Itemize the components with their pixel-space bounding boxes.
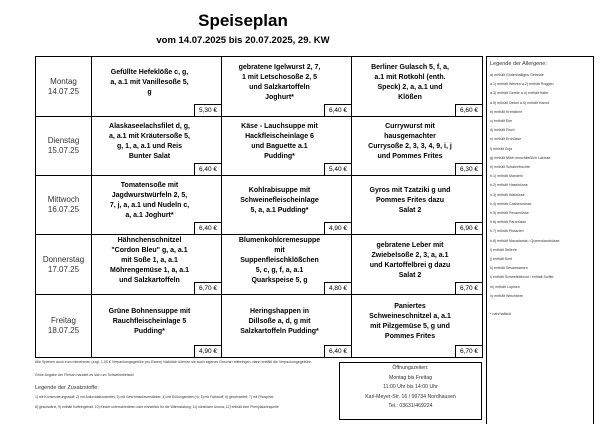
dish-description: Berliner Gulasch 5, f, a, a.1 mit Rotkohl (enth. Speck) 2, a, a.1 und Klößen xyxy=(371,63,449,101)
dish-price: 4,90 € xyxy=(194,345,221,357)
dish-price: 5,30 € xyxy=(194,104,221,116)
phone-number: Tel.: 03631/469224 xyxy=(388,403,433,409)
allergen-legend xyxy=(486,56,594,424)
dish-description: gebratene Igelwurst 2, 7, 1 mit Letschosoße 2, 5 und Salzkartoffeln Joghurt* xyxy=(238,63,321,101)
page-title: Speiseplan xyxy=(198,11,288,30)
day-date: 16.07.25 xyxy=(47,205,80,214)
dish-description: Gefüllte Hefeklöße c, g, a, a.1 mit Vanillesoße 5, g xyxy=(110,68,189,96)
address: Karl-Meyer-Str. 16 / 99734 Nordhausen xyxy=(365,393,456,400)
day-date: 17.07.25 xyxy=(47,264,80,274)
menu-dish-cell xyxy=(92,176,222,235)
day-date: 14.07.25 xyxy=(47,86,80,96)
additives-legend-line: 8) geschwärzt; 9) enthält Koffeingehalt; 10) Kinder unterschiedeten oder einheitlich für die Wärmstatung; 11) künstliche Aroma; 12) enthält eine Phenylalaninquelle xyxy=(35,405,279,409)
additives-legend-title: Legende der Zusatzstoffe: xyxy=(35,385,99,391)
opening-hours-title: Öffnungszeiten: xyxy=(392,365,429,371)
allergen-item: a.1) enthält Weizen a.2) enthält Roggen xyxy=(490,82,554,87)
menu-dish-cell xyxy=(92,235,222,295)
dish-price: 6,70 € xyxy=(455,282,482,294)
menu-dish-cell xyxy=(92,117,222,176)
allergen-item: h.5) enthält Pecannüsse xyxy=(490,211,529,216)
allergen-item: l) enthält Schwefeldioxid / enthält Sulfite xyxy=(490,275,554,280)
menu-dish-cell xyxy=(222,295,352,357)
allergen-item: k) enthält Sesamsamen xyxy=(490,266,528,271)
dish-price: 6,70 € xyxy=(194,282,221,294)
allergen-item: h.8) enthält Macadamia / Queenslandnüsse xyxy=(490,238,560,243)
allergen-item: h.2) enthält Haselnüsse xyxy=(490,183,528,188)
opening-hours-days: Montag bis Freitag xyxy=(389,374,432,381)
menu-dish-cell xyxy=(92,295,222,357)
allergen-item: c) enthält Eier xyxy=(490,119,513,124)
menu-dish-cell xyxy=(352,235,482,295)
dish-price: 6,40 € xyxy=(324,345,351,357)
allergen-item: d) enthält Fisch xyxy=(490,128,515,133)
menu-dish-cell xyxy=(352,57,482,117)
page-subtitle: vom 14.07.2025 bis 20.07.2025, 29. KW xyxy=(156,35,330,46)
allergen-item: f) enthält Soja xyxy=(490,146,513,151)
dish-description: Alaskaseelachsfilet d, g, a, a.1 mit Kräutersoße 5, g, 1, a, a.1 und Reis Bunter Salat xyxy=(109,123,190,160)
allergen-item: b) enthält Krebstiere xyxy=(490,109,523,114)
day-name: Montag xyxy=(50,76,77,86)
dish-description: Currywurst mit hausgemachter Currysoße 2, 3, 3, 4, 9, i, j und Pommes Frites xyxy=(368,123,452,160)
day-cell xyxy=(36,57,92,117)
dish-description: Grüne Bohnensuppe mit Rauchfleischeinlage 5 Pudding* xyxy=(108,308,191,335)
allergen-item: i) enthält Sellerie xyxy=(490,247,517,252)
allergen-item: j) enthält Senf xyxy=(490,257,513,262)
day-cell xyxy=(36,117,92,176)
allergen-item xyxy=(490,301,590,310)
dish-price: 4,80 € xyxy=(324,282,351,294)
menu-dish-cell xyxy=(352,176,482,235)
menu-dish-cell xyxy=(222,57,352,117)
allergen-item: h.1) enthält Mandeln xyxy=(490,174,523,179)
day-name: Donnerstag xyxy=(42,254,85,264)
dish-price: 6,40 € xyxy=(324,104,351,116)
dish-description: Kohlrabisuppe mit Schweinefleischeinlage 5, a, a.1 Pudding* xyxy=(240,187,319,214)
allergen-item: a) enthält Glutenhaltiges Getreide xyxy=(490,73,544,77)
day-cell xyxy=(36,235,92,295)
allergen-item: g) enthält Milch einschließlich Laktose xyxy=(490,155,551,160)
day-name: Freitag xyxy=(51,316,76,325)
dish-price: 6,40 € xyxy=(194,163,221,175)
day-name: Dienstag xyxy=(47,136,80,145)
menu-dish-cell xyxy=(222,117,352,176)
menu-dish-cell xyxy=(222,176,352,235)
allergen-item: h.3) enthält Walnüsse xyxy=(490,192,525,197)
day-date: 18.07.25 xyxy=(47,326,80,335)
allergen-item: a.5) enthält Dinkel a.6) enthält Kamut xyxy=(490,100,550,105)
menu-dish-cell xyxy=(352,295,482,357)
dish-price: 6,70 € xyxy=(455,345,482,357)
dish-price: 6,40 € xyxy=(194,222,221,234)
allergen-item: h.4) enthält Cashewnüsse xyxy=(490,201,532,206)
dish-price: 4,90 € xyxy=(324,222,351,234)
menu-dish-cell xyxy=(92,57,222,117)
additives-legend-line: 1) mit Konservierungsstoff; 2) mit Antioxidationsmittel; 3) mit Geschmacksverstärker; 4) mit Süßungsmittel (n); 5) mit Farbstoff; 6) geschwefelt; 7) mit Phosphat; xyxy=(35,395,274,399)
allergen-item: * nahrhaftkult xyxy=(490,312,512,317)
day-date: 15.07.25 xyxy=(47,146,80,155)
allergen-item: h) enthält Schalenfrüchte xyxy=(490,165,530,170)
dish-price: 5,40 € xyxy=(324,163,351,175)
day-name: Mittwoch xyxy=(47,195,80,204)
dish-price: 6,90 € xyxy=(455,222,482,234)
opening-hours-time: 11:00 Uhr bis 14:00 Uhr xyxy=(383,384,438,390)
allergen-item: m) enthält Lupinen xyxy=(490,284,520,289)
dish-description: Gyros mit Tzatziki g und Pommes Frites dazu Salat 2 xyxy=(369,187,451,214)
menu-table xyxy=(35,56,483,358)
opening-hours-box xyxy=(339,362,482,420)
allergen-item: h.7) enthält Pistazien xyxy=(490,229,524,234)
allergen-item: n) enthält Weichtiere xyxy=(490,293,523,298)
dish-description: Hähnchenschnitzel "Cordon Bleu" g, a, a.1 mit Soße 1, a, a.1 Möhrengemüse 1, a, a.1 und Salzkartoffeln xyxy=(110,236,189,284)
menu-dish-cell xyxy=(352,117,482,176)
allergen-list xyxy=(490,71,590,319)
day-cell xyxy=(36,176,92,235)
meat-note: Ohne Angabe der Fleisch handelt es sich um Schweinefleisch! xyxy=(35,373,135,377)
dish-description: Paniertes Schweineschnitzel a, a.1 mit Pilzgemüse 5, g und Pommes Frites xyxy=(369,303,451,340)
allergen-item: a.3) enthält Gerste a.4) enthält Hafer xyxy=(490,91,549,96)
dish-price: 6,60 € xyxy=(455,104,482,116)
dish-description: Käse - Lauchsuppe mit Hackfleischeinlage 6 und Baguette a.1 Pudding* xyxy=(241,123,318,160)
day-cell xyxy=(36,295,92,357)
menu-dish-cell xyxy=(222,235,352,295)
allergen-item: e) enthält Erdnüsse xyxy=(490,137,522,142)
dish-price: 6,30 € xyxy=(455,163,482,175)
dish-description: Tomatensoße mit Jagdwurstwürfeln 2, 5, 7, j, a, a.1 und Nudeln c, a, a.1 Joghurt* xyxy=(109,182,190,219)
allergen-legend-title: Legende der Allergene: xyxy=(490,61,547,67)
dish-description: Blumenkohlcremesuppe mit Suppenfleischklößchen 5, c, g, f, a, a.1 Quarkspeise 5, g xyxy=(238,236,321,284)
dish-description: Heringshappen in Dillsoße a, d, g mit Salzkartoffeln Pudding* xyxy=(240,308,319,335)
dish-description: gebratene Leber mit Zwiebelsoße 2, 3, a, a.1 und Kartoffelbrei g dazu Salat 2 xyxy=(369,241,451,279)
allergen-item: h.6) enthält Paranüsse xyxy=(490,220,527,225)
takeaway-note: Alle Speisen auch zum mitnehmen (zzgl. 1,00 € Verpackungsgebühr pro Essen) Natürlich können sie auch eigenes Geschirr mitbringen, dann entfällt die Verpackungsgebühr. xyxy=(35,360,312,364)
